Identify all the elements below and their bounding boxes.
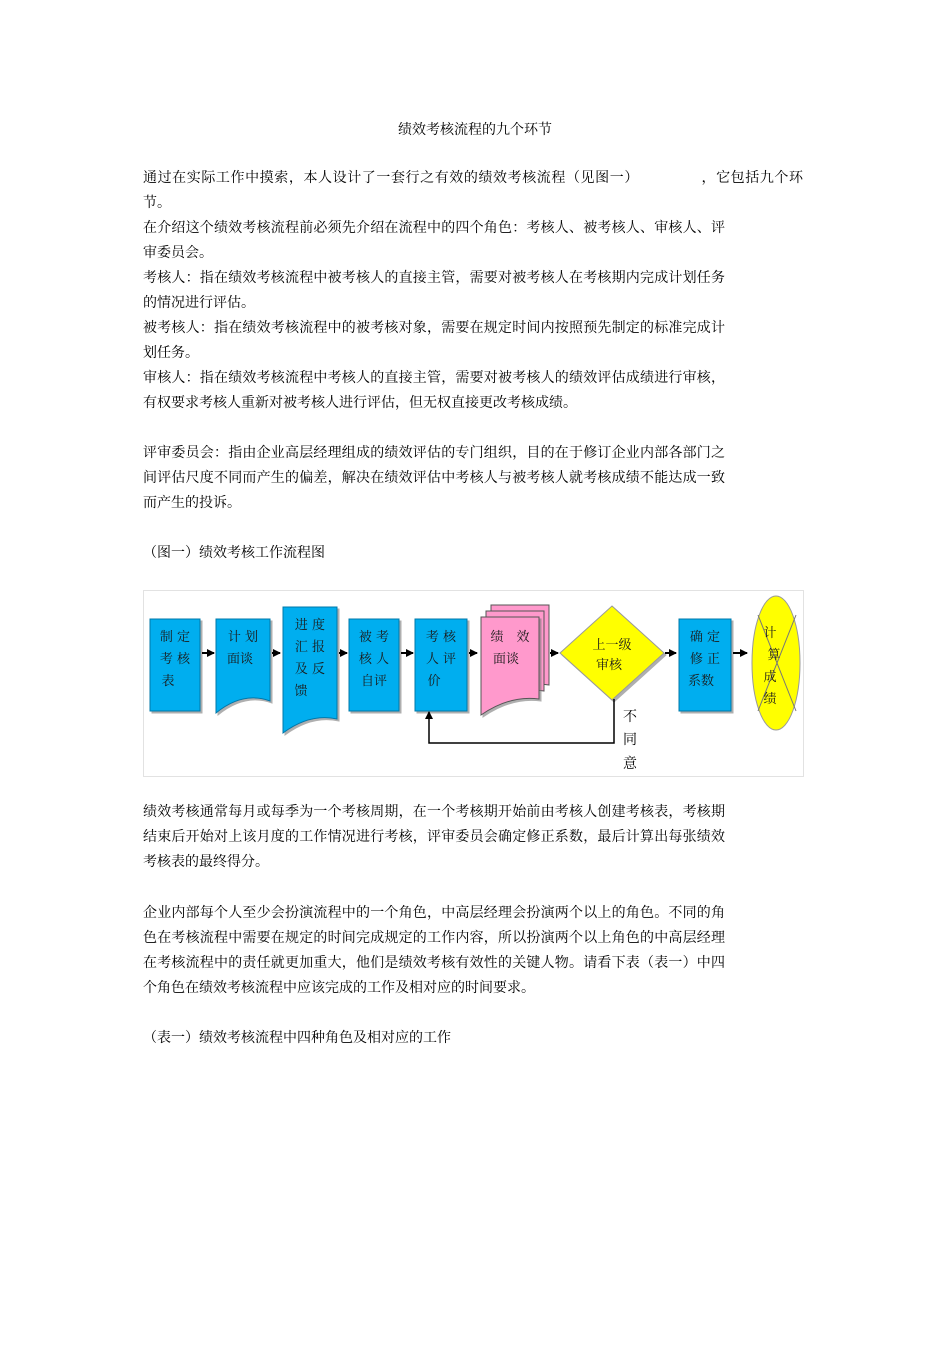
step-8-line-3: 系数	[687, 674, 715, 689]
flowchart-svg	[144, 591, 803, 776]
step-7-line-1: 上一级	[592, 638, 632, 653]
paragraph-committee: 评审委员会：指由企业高层经理组成的绩效评估的专门组织，目的在于修订企业内部各部门之间评估尺度不同而产生的偏差，解决在绩效评估中考核人与被考核人就考核成绩不能达成一致而产生的投诉。	[143, 445, 725, 511]
step-3-line-3: 及 反	[294, 662, 326, 677]
step-8-line-2: 修 正	[689, 652, 721, 667]
step-self-evaluation	[349, 619, 399, 711]
step-3-line-1: 进 度	[294, 618, 326, 633]
step-6-line-2: 面谈	[492, 652, 520, 667]
paragraph-assessee: 被考核人：指在绩效考核流程中的被考核对象，需要在规定时间内按照预先制定的标准完成计划任务。	[143, 320, 725, 361]
step-1-line-3: 表	[161, 674, 175, 689]
step-7-line-2: 审核	[595, 658, 623, 673]
step-1-line-1: 制 定	[159, 630, 191, 645]
paragraph-intro	[143, 166, 803, 216]
flowchart	[143, 590, 804, 777]
document-title: 绩效考核流程的九个环节	[398, 122, 552, 138]
step-5-line-2: 人 评	[425, 652, 457, 667]
step-6-line-1: 绩 效	[490, 630, 530, 645]
feedback-label-3: 意	[623, 756, 637, 772]
step-9-line-3: 成	[763, 670, 777, 685]
step-9-line-2: 算	[767, 648, 781, 663]
feedback-label-1: 不	[623, 709, 637, 725]
step-calculate-score	[752, 596, 800, 730]
paragraph-assessor: 考核人：指在绩效考核流程中被考核人的直接主管，需要对被考核人在考核期内完成计划任务的情况进行评估。	[143, 270, 725, 311]
step-8-line-1: 确 定	[689, 630, 721, 645]
table-caption: （表一）绩效考核流程中四种角色及相对应的工作	[143, 1030, 451, 1046]
step-9-line-4: 绩	[763, 692, 777, 707]
step-plan-interview	[216, 619, 270, 713]
step-3-line-4: 馈	[294, 684, 308, 699]
step-1-line-2: 考 核	[159, 652, 191, 667]
paragraph-reviewer: 审核人：指在绩效考核流程中考核人的直接主管，需要对被考核人的绩效评估成绩进行审核，有权要求考核人重新对被考核人进行评估，但无权直接更改考核成绩。	[143, 370, 725, 411]
paragraph-cycle: 绩效考核通常每月或每季为一个考核周期，在一个考核期开始前由考核人创建考核表，考核期结束后开始对上该月度的工作情况进行考核，评审委员会确定修正系数，最后计算出每张绩效考核表的最终得分。	[143, 804, 725, 870]
step-2-line-2: 面谈	[226, 652, 254, 667]
step-progress-report	[283, 607, 337, 733]
feedback-label-2: 同	[623, 732, 637, 748]
step-4-line-1: 被 考	[358, 630, 390, 645]
step-correction-factor	[679, 619, 731, 711]
step-create-form	[150, 619, 200, 711]
step-2-line-1: 计 划	[227, 630, 259, 645]
step-4-line-3: 自评	[360, 674, 388, 689]
step-performance-interview	[481, 605, 549, 715]
step-4-line-2: 核 人	[358, 652, 390, 667]
figure-caption: （图一）绩效考核工作流程图	[143, 545, 325, 561]
intro-text-a: 通过在实际工作中摸索，本人设计了一套行之有效的绩效考核流程（见图一）	[143, 170, 639, 186]
intro-text-b: ，它包括九个环节。	[143, 170, 804, 211]
paragraph-roles-multi: 企业内部每个人至少会扮演流程中的一个角色，中高层经理会扮演两个以上的角色。不同的角色在考核流程中需要在规定的时间完成规定的工作内容，所以扮演两个以上角色的中高层经理在考核流程中的责任就更加重大，他们是绩效考核有效性的关键人物。请看下表（表一）中四个角色在绩效考核流程中应该完成的工作及相对应的时间要求。	[143, 905, 725, 996]
step-5-line-3: 价	[427, 674, 441, 689]
paragraph-roles-intro: 在介绍这个绩效考核流程前必须先介绍在流程中的四个角色：考核人、被考核人、审核人、评审委员会。	[143, 220, 725, 261]
step-3-line-2: 汇 报	[294, 640, 326, 655]
step-5-line-1: 考 核	[425, 630, 457, 645]
step-superior-review	[560, 606, 664, 700]
step-assessor-evaluation	[415, 619, 467, 711]
step-9-line-1: 计	[763, 626, 777, 641]
